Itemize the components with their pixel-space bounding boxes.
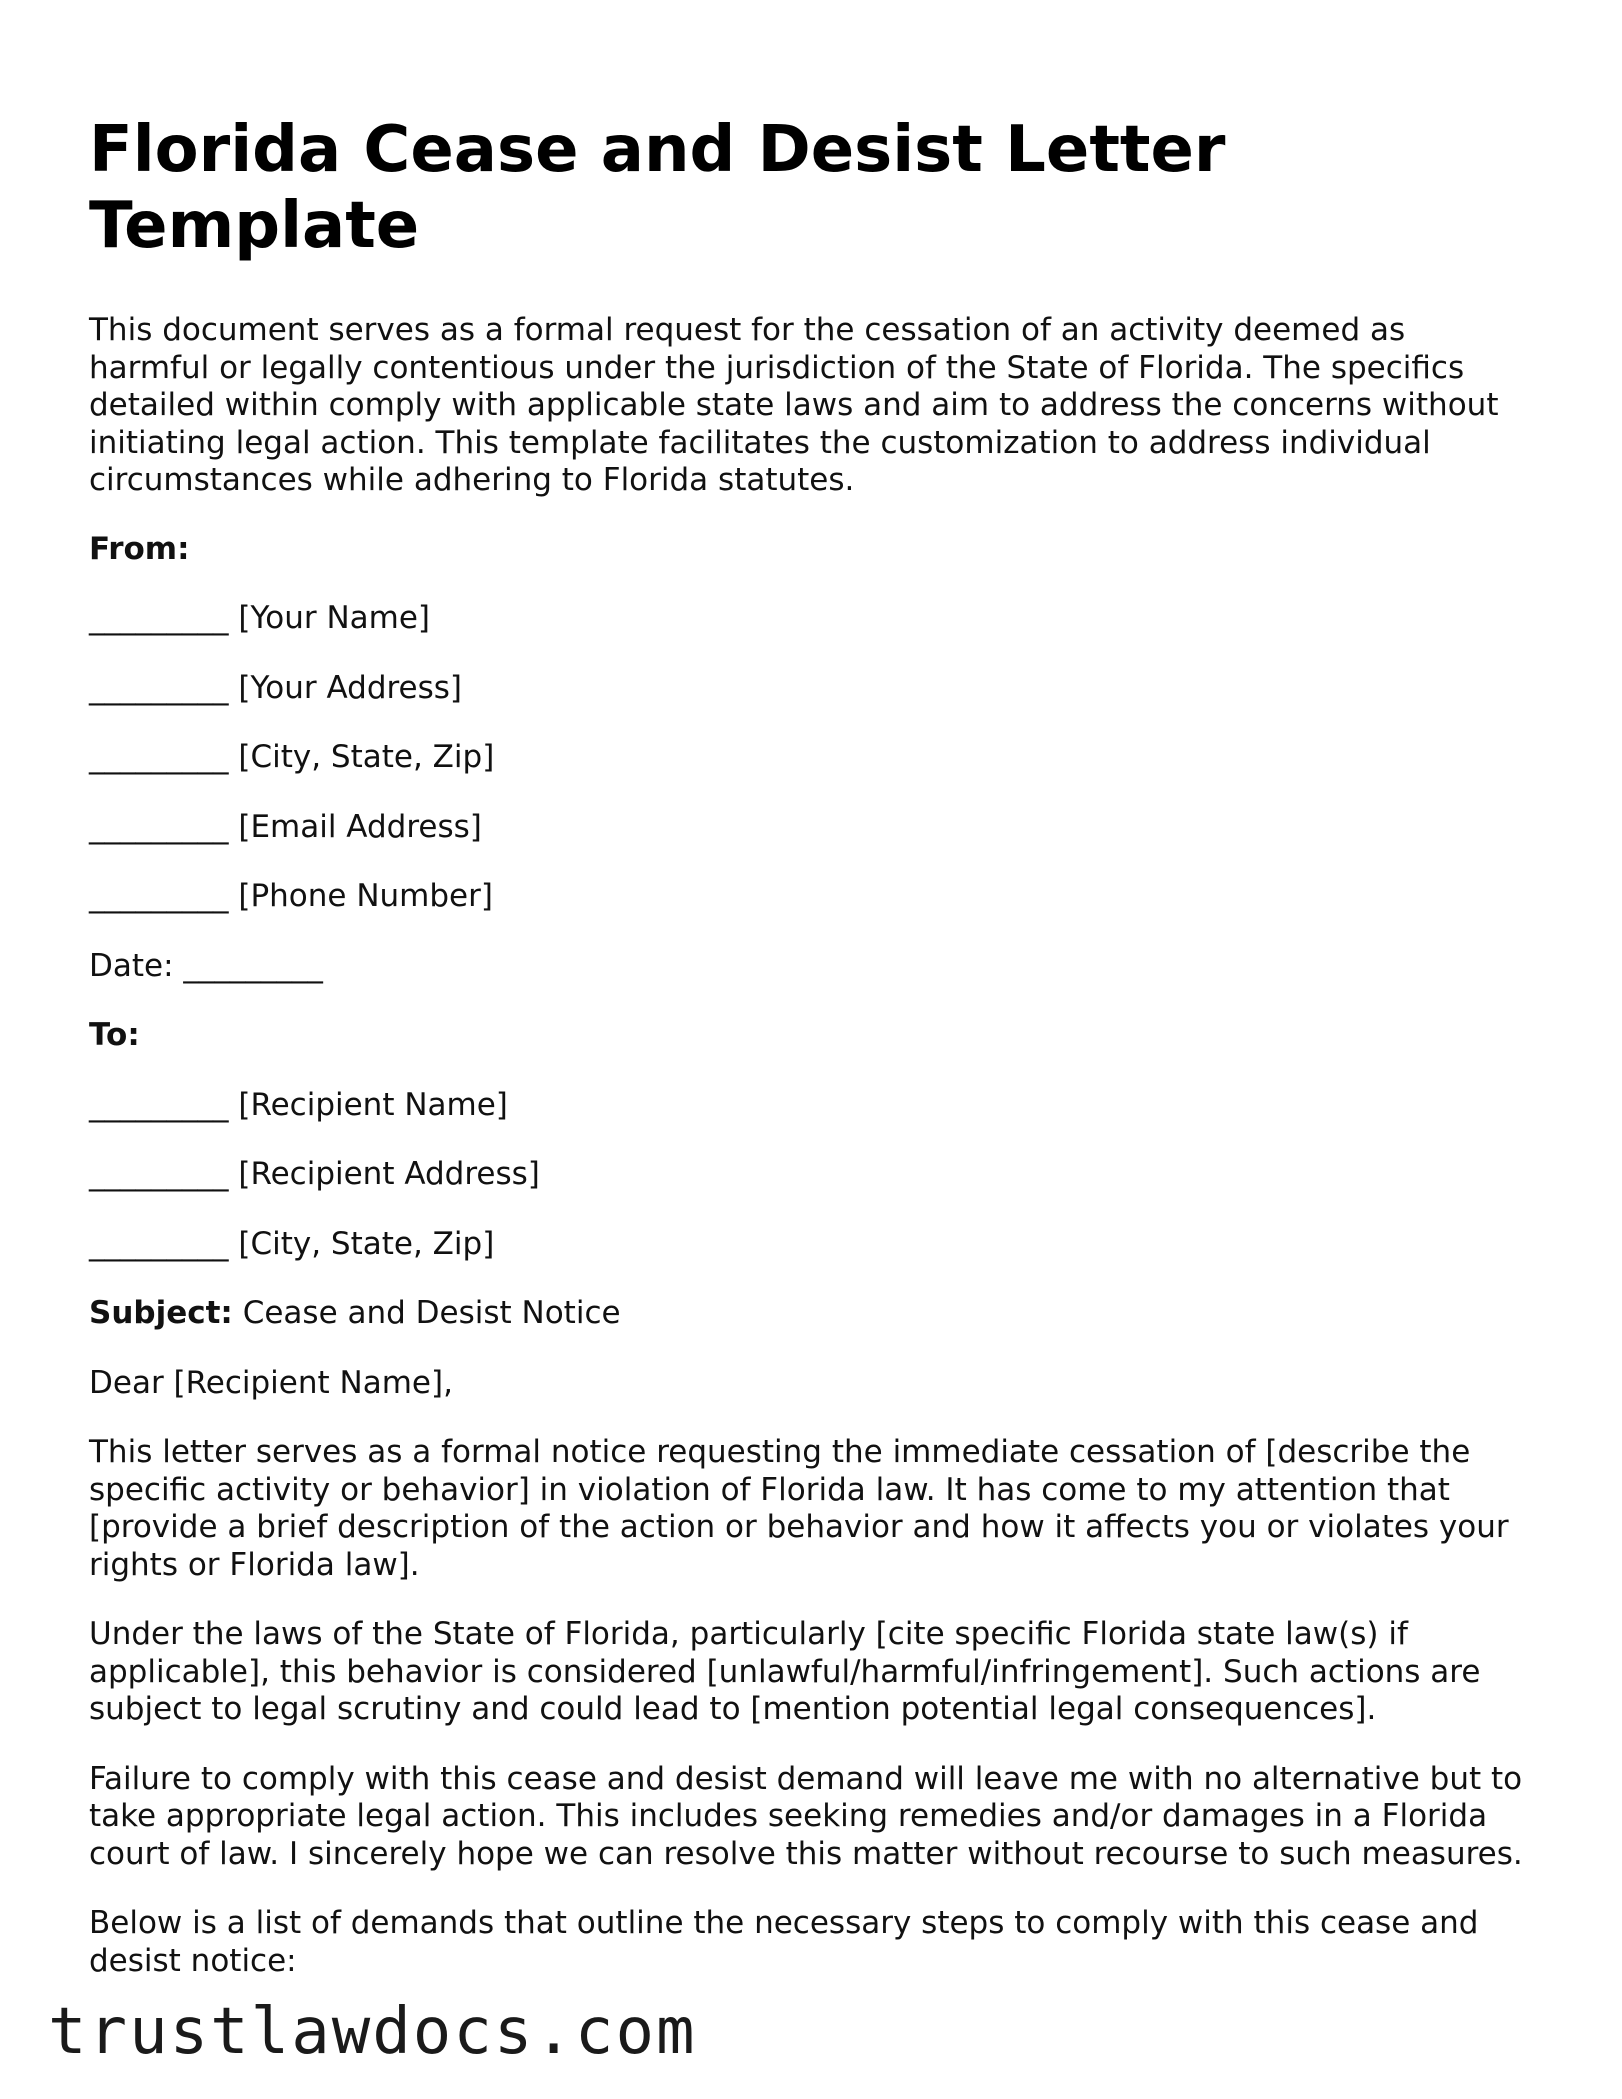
- watermark-logo: trustlawdocs.com: [48, 1995, 697, 2069]
- subject-line: [89, 1295, 1529, 1332]
- to-label: To:: [89, 1017, 140, 1053]
- body-paragraph-notice: This letter serves as a formal notice requesting the immediate cessation of [describe the specific activity or behavior] in violation of Florida law. It has come to my attention that [provide a brief description of the action or behavior and how it affects you or violates your rights or Florida law].: [89, 1434, 1509, 1583]
- date-line: Date: _________: [89, 947, 323, 984]
- from-field-address: _________ [Your Address]: [89, 669, 463, 706]
- document-title: Florida Cease and Desist Letter Template: [89, 113, 1226, 263]
- from-label: From:: [89, 530, 190, 567]
- body-paragraph-laws: Under the laws of the State of Florida, particularly [cite specific Florida state law(s) if applicable], this behavior is considered [unlawful/harmful/infringement]. Such actions are subject to legal scrutiny and could lead to [mention potential legal consequences].: [89, 1616, 1481, 1727]
- to-field-recipient-address: _________ [Recipient Address]: [89, 1156, 540, 1192]
- from-field-email: _________ [Email Address]: [89, 808, 482, 845]
- body-paragraph-failure: Failure to comply with this cease and desist demand will leave me with no alternative but to take appropriate legal action. This includes seeking remedies and/or damages in a Florida court of law. I sincerely hope we can resolve this matter without recourse to such measures.: [89, 1760, 1523, 1872]
- salutation: Dear [Recipient Name],: [89, 1364, 453, 1401]
- from-field-city-state-zip: _________ [City, State, Zip]: [89, 739, 495, 775]
- intro-paragraph: This document serves as a formal request for the cessation of an activity deemed as harmful or legally contentious under the jurisdiction of the State of Florida. The specifics detailed within comply with applicable state laws and aim to address the concerns without initiating legal action. This template facilitates the customization to address individual circumstances while adhering to Florida statutes.: [89, 312, 1499, 498]
- from-field-phone: _________ [Phone Number]: [89, 878, 493, 914]
- subject-label: Subject:: [89, 1295, 233, 1331]
- document-page: [89, 112, 1529, 2012]
- body-paragraph-demands: Below is a list of demands that outline the necessary steps to comply with this cease and desist notice:: [89, 1905, 1479, 1979]
- subject-value: Cease and Desist Notice: [232, 1295, 621, 1331]
- to-field-city-state-zip: _________ [City, State, Zip]: [89, 1225, 495, 1262]
- to-field-recipient-name: _________ [Recipient Name]: [89, 1086, 508, 1123]
- from-field-name: _________ [Your Name]: [89, 600, 431, 636]
